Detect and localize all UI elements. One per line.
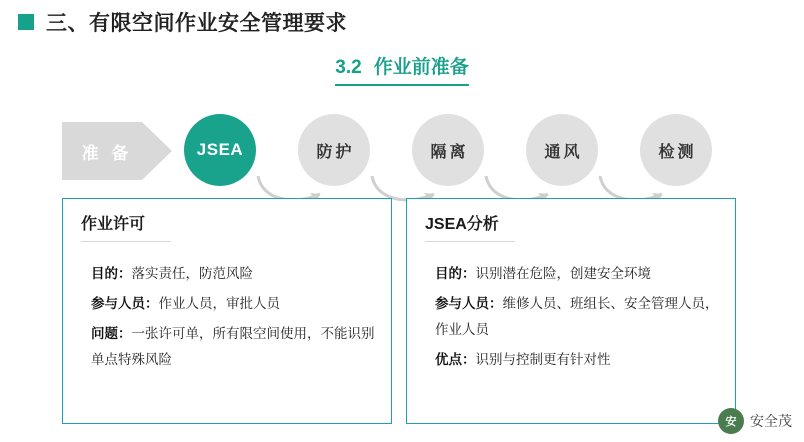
section-title-text: 作业前准备 xyxy=(373,57,469,78)
flow-start-label: 准 备 xyxy=(81,143,133,163)
header-marker-icon xyxy=(18,14,34,30)
panel-jsea-analysis xyxy=(406,198,736,424)
panel-row xyxy=(435,291,719,343)
footer-brand xyxy=(718,408,792,434)
panel-row-value: 识别潜在危险，创建安全环境 xyxy=(475,266,651,281)
panel-row-key: 问题： xyxy=(91,326,132,341)
brand-name: 安全茂 xyxy=(750,413,792,429)
panel-row-value: 一张许可单，所有限空间使用，不能识别单点特殊风险 xyxy=(91,326,375,367)
panel-row-key: 目的： xyxy=(435,266,476,281)
panel-body xyxy=(435,261,719,377)
panel-row-key: 参与人员： xyxy=(435,296,503,311)
panel-title-divider xyxy=(425,241,515,242)
panel-title-divider xyxy=(81,241,171,242)
panel-title: JSEA分析 xyxy=(425,216,499,233)
panel-row-key: 参与人员： xyxy=(91,296,159,311)
panel-row-value: 落实责任，防范风险 xyxy=(131,266,253,281)
flow-step-label: 检测 xyxy=(658,143,697,161)
panel-row xyxy=(91,291,375,317)
panel-row-key: 目的： xyxy=(91,266,132,281)
panel-row xyxy=(435,261,719,287)
panel-row-value: 作业人员，审批人员 xyxy=(158,296,280,311)
panel-row-value: 识别与控制更有针对性 xyxy=(475,352,611,367)
process-flow xyxy=(0,108,804,194)
flow-step-label: 通风 xyxy=(544,143,583,161)
panel-title: 作业许可 xyxy=(81,216,146,233)
panel-row xyxy=(91,261,375,287)
section-title xyxy=(335,52,468,86)
section-title-container xyxy=(0,52,804,86)
flow-step-label: 防护 xyxy=(316,143,355,161)
page-title: 三、有限空间作业安全管理要求 xyxy=(46,12,347,35)
flow-step-jsea xyxy=(184,114,256,186)
panel-body xyxy=(91,261,375,377)
panel-work-permit xyxy=(62,198,392,424)
panel-row-value: 维修人员、班组长、安全管理人员，作业人员 xyxy=(435,296,719,337)
flow-step-label: JSEA xyxy=(196,140,244,159)
panel-row xyxy=(91,321,375,373)
flow-step-label: 隔离 xyxy=(430,143,469,161)
flow-start-arrow xyxy=(62,122,172,180)
section-number: 3.2 xyxy=(335,57,362,78)
brand-logo-icon: 安 xyxy=(718,408,744,434)
page-header xyxy=(0,0,804,44)
panel-row xyxy=(435,347,719,373)
panel-row-key: 优点： xyxy=(435,352,476,367)
